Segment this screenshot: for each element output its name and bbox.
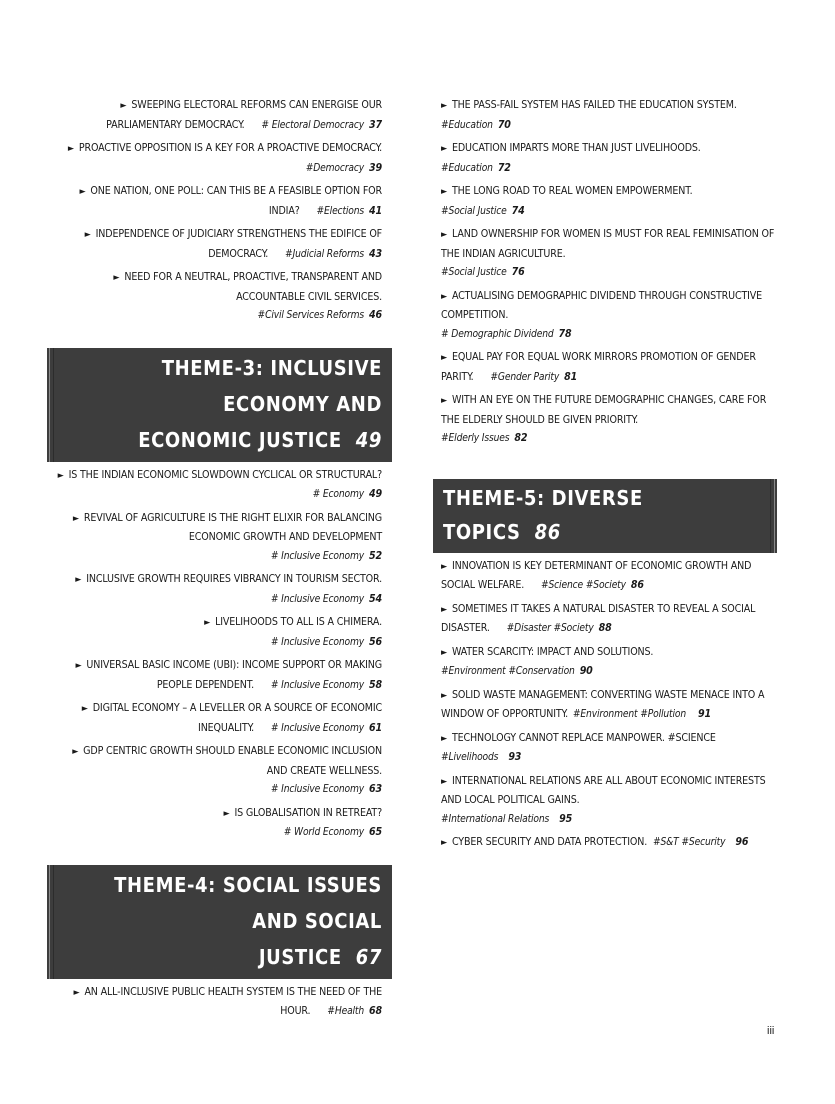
- toc-entry[interactable]: [441, 729, 781, 768]
- entry-page: 91: [698, 708, 711, 720]
- bullet-arrow-icon: ►: [441, 144, 448, 154]
- entry-tag: # Economy: [312, 489, 365, 500]
- toc-right-column: [441, 96, 781, 857]
- bullet-arrow-icon: ►: [441, 230, 448, 240]
- entry-title: INTERNATIONAL RELATIONS ARE ALL ABOUT ECONOMIC INTERESTS AND LOCAL POLITICAL GAINS.: [441, 774, 766, 806]
- entry-title: INCLUSIVE GROWTH REQUIRES VIBRANCY IN TOURISM SECTOR.: [86, 573, 382, 585]
- entry-title: PROACTIVE OPPOSITION IS A KEY FOR A PROACTIVE DEMOCRACY.: [78, 142, 382, 154]
- entry-tag: # Inclusive Economy: [270, 636, 365, 648]
- entry-page: 96: [735, 836, 749, 848]
- bullet-arrow-icon: ►: [75, 575, 82, 585]
- toc-entry[interactable]: [50, 466, 382, 505]
- entry-title: SOMETIMES IT TAKES A NATURAL DISASTER TO REVEAL A SOCIAL DISASTER.: [441, 602, 756, 634]
- toc-entry[interactable]: [50, 509, 382, 567]
- entry-page: 39: [369, 161, 382, 174]
- toc-entry[interactable]: [50, 613, 382, 652]
- entry-title: THE PASS-FAIL SYSTEM HAS FAILED THE EDUCATION SYSTEM.: [451, 99, 737, 111]
- toc-entry[interactable]: [441, 643, 781, 682]
- toc-entry[interactable]: [50, 139, 382, 178]
- bullet-arrow-icon: ►: [75, 661, 82, 671]
- theme-title: THEME-5: DIVERSE TOPICS: [443, 485, 643, 544]
- entry-page: 95: [559, 812, 573, 825]
- entry-title: INDEPENDENCE OF JUDICIARY STRENGTHENS THE EDIFICE OF DEMOCRACY.: [95, 228, 382, 260]
- toc-entry[interactable]: [441, 557, 781, 596]
- toc-entry[interactable]: [441, 833, 781, 853]
- entry-page: 37: [369, 118, 382, 131]
- entry-page: 93: [508, 751, 522, 763]
- toc-entry[interactable]: [441, 182, 781, 221]
- entry-title: CYBER SECURITY AND DATA PROTECTION.: [451, 836, 648, 848]
- toc-entry[interactable]: [441, 348, 781, 387]
- entry-tag: #Civil Services Reforms: [257, 310, 365, 321]
- entry-title: NEED FOR A NEUTRAL, PROACTIVE, TRANSPARENT AND ACCOUNTABLE CIVIL SERVICES.: [124, 271, 382, 303]
- entry-page: 46: [369, 309, 382, 321]
- entry-tag: #Elections: [316, 205, 365, 217]
- theme-title-line-1: THEME-4: SOCIAL ISSUES AND SOCIAL: [114, 872, 382, 933]
- entry-tag: #Livelihoods: [441, 752, 499, 763]
- bullet-arrow-icon: ►: [441, 396, 448, 406]
- bullet-arrow-icon: ►: [72, 513, 79, 524]
- bullet-arrow-icon: ►: [441, 101, 448, 111]
- entry-title: DIGITAL ECONOMY – A LEVELLER OR A SOURCE OF ECONOMIC INEQUALITY.: [92, 702, 382, 734]
- entry-tag: # World Economy: [283, 827, 365, 838]
- bullet-arrow-icon: ►: [441, 838, 448, 848]
- entry-tag: #Social Justice: [441, 267, 507, 278]
- toc-entry[interactable]: [50, 656, 382, 695]
- bullet-arrow-icon: ►: [441, 187, 448, 197]
- bullet-arrow-icon: ►: [72, 747, 79, 757]
- entry-title: WITH AN EYE ON THE FUTURE DEMOGRAPHIC CHANGES, CARE FOR THE ELDERLY SHOULD BE GIVEN PRIORITY.: [441, 394, 767, 426]
- entry-tag: #Social Justice: [441, 205, 507, 217]
- entry-tag: #Education: [441, 119, 493, 131]
- bullet-arrow-icon: ►: [223, 808, 230, 819]
- bullet-arrow-icon: ►: [441, 647, 448, 658]
- entry-title: ACTUALISING DEMOGRAPHIC DIVIDEND THROUGH CONSTRUCTIVE COMPETITION.: [441, 289, 763, 321]
- entry-page: 78: [558, 327, 572, 340]
- toc-entry[interactable]: [50, 268, 382, 326]
- toc-entry[interactable]: [441, 600, 781, 639]
- theme-3-heading[interactable]: [47, 348, 392, 462]
- entry-tag: # Inclusive Economy: [270, 593, 365, 605]
- entry-page: 65: [369, 826, 382, 838]
- toc-entry[interactable]: [441, 139, 781, 178]
- entry-title: AN ALL-INCLUSIVE PUBLIC HEALTH SYSTEM IS THE NEED OF THE HOUR.: [84, 985, 382, 1017]
- toc-entry[interactable]: [50, 182, 382, 221]
- toc-entry[interactable]: [50, 804, 382, 843]
- entry-tag: # Electoral Democracy: [261, 119, 365, 131]
- entry-tag: # Inclusive Economy: [270, 784, 365, 795]
- entry-tag: # Inclusive Economy: [270, 550, 365, 562]
- bullet-arrow-icon: ►: [79, 187, 86, 197]
- toc-entry[interactable]: [50, 225, 382, 264]
- toc-left-column: [50, 96, 382, 1026]
- entry-title: IS GLOBALISATION IN RETREAT?: [234, 806, 382, 819]
- toc-entry[interactable]: [441, 391, 781, 449]
- entry-tag: #Judicial Reforms: [285, 248, 365, 260]
- theme-page: 86: [534, 519, 561, 544]
- bullet-arrow-icon: ►: [81, 704, 88, 714]
- entry-tag: #International Relations: [441, 813, 550, 825]
- bullet-arrow-icon: ►: [441, 561, 448, 572]
- toc-entry[interactable]: [50, 699, 382, 738]
- entry-tag: #Gender Parity: [490, 371, 560, 383]
- entry-page: 52: [369, 549, 382, 562]
- entry-page: 76: [511, 266, 525, 278]
- toc-entry[interactable]: [50, 96, 382, 135]
- bullet-arrow-icon: ►: [120, 101, 127, 111]
- theme-title-line-2: ECONOMIC JUSTICE: [138, 427, 342, 452]
- entry-title: SWEEPING ELECTORAL REFORMS CAN ENERGISE OUR PARLIAMENTARY DEMOCRACY.: [106, 99, 382, 131]
- entry-page: 82: [514, 432, 528, 444]
- entry-page: 41: [369, 204, 382, 217]
- entry-page: 43: [369, 247, 382, 260]
- entry-page: 70: [497, 118, 511, 131]
- toc-entry[interactable]: [441, 225, 781, 283]
- entry-title: LAND OWNERSHIP FOR WOMEN IS MUST FOR REAL FEMINISATION OF THE INDIAN AGRICULTURE.: [441, 228, 775, 260]
- entry-title: REVIVAL OF AGRICULTURE IS THE RIGHT ELIXIR FOR BALANCING ECONOMIC GROWTH AND DEVELOPMENT: [83, 511, 382, 543]
- entry-title: UNIVERSAL BASIC INCOME (UBI): INCOME SUPPORT OR MAKING PEOPLE DEPENDENT.: [86, 659, 382, 691]
- bullet-arrow-icon: ►: [73, 987, 80, 998]
- entry-tag: #Environment #Conservation: [441, 666, 575, 677]
- entry-page: 90: [579, 665, 593, 677]
- page-number: iii: [767, 1025, 775, 1037]
- entry-tag: #S&T #Security: [652, 837, 726, 848]
- entry-tag: #Disaster #Society: [506, 623, 594, 634]
- bullet-arrow-icon: ►: [113, 273, 120, 283]
- entry-page: 49: [369, 488, 382, 500]
- toc-entry[interactable]: [50, 570, 382, 609]
- bullet-arrow-icon: ►: [441, 733, 448, 744]
- bullet-arrow-icon: ►: [84, 230, 91, 240]
- entry-title: IS THE INDIAN ECONOMIC SLOWDOWN CYCLICAL OR STRUCTURAL?: [68, 468, 382, 481]
- bullet-arrow-icon: ►: [441, 604, 448, 615]
- entry-page: 68: [369, 1005, 382, 1017]
- theme-title-line-1: THEME-3: INCLUSIVE ECONOMY AND: [161, 355, 382, 416]
- entry-page: 54: [369, 592, 382, 605]
- entry-page: 74: [511, 204, 525, 217]
- entry-tag: # Demographic Dividend: [441, 328, 554, 340]
- entry-tag: # Inclusive Economy: [270, 679, 365, 691]
- theme-5-heading[interactable]: [433, 479, 777, 553]
- entry-title: THE LONG ROAD TO REAL WOMEN EMPOWERMENT.: [451, 185, 693, 197]
- entry-title: INNOVATION IS KEY DETERMINANT OF ECONOMIC GROWTH AND SOCIAL WELFARE.: [441, 559, 752, 591]
- entry-title: EDUCATION IMPARTS MORE THAN JUST LIVELIHOODS.: [451, 142, 701, 154]
- entry-page: 72: [497, 161, 511, 174]
- entry-tag: #Elderly Issues: [441, 433, 510, 444]
- bullet-arrow-icon: ►: [57, 470, 64, 481]
- entry-page: 58: [369, 678, 382, 691]
- toc-entry[interactable]: [441, 772, 781, 830]
- entry-title: ONE NATION, ONE POLL: CAN THIS BE A FEASIBLE OPTION FOR INDIA?: [90, 185, 382, 217]
- entry-tag: # Inclusive Economy: [270, 722, 365, 734]
- entry-page: 56: [369, 635, 382, 648]
- bullet-arrow-icon: ►: [441, 353, 448, 363]
- bullet-arrow-icon: ►: [204, 618, 211, 628]
- entry-title: LIVELIHOODS TO ALL IS A CHIMERA.: [215, 616, 382, 628]
- entry-tag: #Education: [441, 162, 493, 174]
- entry-page: 63: [369, 783, 382, 795]
- entry-page: 81: [564, 370, 578, 383]
- bullet-arrow-icon: ►: [441, 690, 448, 701]
- entry-tag: #Health: [327, 1006, 365, 1017]
- entry-title: TECHNOLOGY CANNOT REPLACE MANPOWER. #SCIENCE: [451, 731, 716, 744]
- toc-entry[interactable]: [50, 742, 382, 800]
- entry-tag: #Democracy: [305, 162, 365, 174]
- entry-tag: #Science #Society: [540, 580, 626, 591]
- theme-title-line-2: JUSTICE: [258, 944, 342, 969]
- bullet-arrow-icon: ►: [67, 144, 74, 154]
- theme-4-heading[interactable]: [47, 865, 392, 979]
- theme-page: 67: [355, 944, 382, 969]
- entry-tag: #Environment #Pollution: [572, 709, 686, 720]
- theme-page: 49: [355, 427, 382, 452]
- toc-entry[interactable]: [441, 96, 781, 135]
- bullet-arrow-icon: ►: [441, 291, 448, 302]
- toc-entry[interactable]: [441, 287, 781, 345]
- entry-title: GDP CENTRIC GROWTH SHOULD ENABLE ECONOMIC INCLUSION AND CREATE WELLNESS.: [83, 745, 382, 777]
- entry-page: 86: [630, 579, 644, 591]
- bullet-arrow-icon: ►: [441, 776, 448, 787]
- entry-title: WATER SCARCITY: IMPACT AND SOLUTIONS.: [451, 645, 654, 658]
- entry-page: 88: [598, 622, 612, 634]
- entry-page: 61: [369, 721, 382, 734]
- entry-title: SOLID WASTE MANAGEMENT: CONVERTING WASTE MENACE INTO A WINDOW OF OPPORTUNITY.: [441, 688, 765, 720]
- toc-entry[interactable]: [50, 983, 382, 1022]
- entry-title: EQUAL PAY FOR EQUAL WORK MIRRORS PROMOTION OF GENDER PARITY.: [441, 351, 756, 383]
- toc-entry[interactable]: [441, 686, 781, 725]
